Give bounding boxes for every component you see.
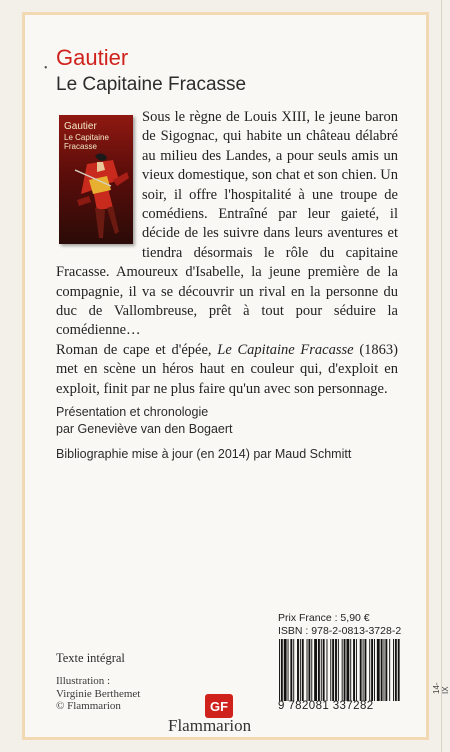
- thumbnail-author: Gautier: [64, 121, 97, 132]
- thumbnail-title-line1: Le Capitaine: [64, 133, 109, 142]
- barcode-bar: [330, 639, 331, 701]
- barcode-bar: [356, 639, 357, 701]
- illustration-label: Illustration :: [56, 675, 111, 687]
- integral-text-label: Texte intégral: [56, 651, 125, 665]
- barcode-bar: [389, 639, 390, 701]
- barcode-bar: [381, 639, 383, 701]
- barcode-bar: [307, 639, 308, 701]
- barcode-bar: [374, 639, 375, 701]
- barcode-bar: [353, 639, 355, 701]
- gf-logo-text: GF: [209, 699, 229, 714]
- barcode-bar: [284, 639, 287, 701]
- author-name: Gautier: [56, 45, 129, 70]
- barcode-bar: [338, 639, 339, 701]
- barcode-bar: [332, 639, 334, 701]
- paragraph2-start: Roman de cape et d'épée,: [56, 341, 218, 358]
- paragraph2-title-italic: Le Capitaine Fracasse: [217, 341, 354, 358]
- barcode-bar: [323, 639, 325, 701]
- copyright-line: © Flammarion: [56, 700, 121, 712]
- barcode-bar: [302, 639, 304, 701]
- book-title: Le Capitaine Fracasse: [56, 74, 247, 95]
- barcode-bar: [344, 639, 346, 701]
- paragraph2-end: (1863) met en scène un héros haut en couleur qui, d'exploit en exploit, finit par ne plus faire qu'un avec son personnage.: [56, 341, 398, 397]
- barcode-bar: [314, 639, 317, 701]
- description-paragraph-2: [56, 341, 398, 399]
- page-edge-line: [441, 0, 442, 752]
- barcode-bar: [369, 639, 370, 701]
- credits-block: [56, 404, 396, 463]
- presentation-credit-line1: Présentation et chronologie: [56, 405, 209, 419]
- bibliography-credit: Bibliographie mise à jour (en 2014) par Maud Schmitt: [56, 447, 352, 461]
- thumbnail-title-line2: Fracasse: [64, 142, 97, 151]
- barcode-bar: [308, 639, 310, 701]
- barcode-bar: [363, 639, 364, 701]
- barcode-bar: [318, 639, 320, 701]
- barcode-bar: [342, 639, 343, 701]
- barcode-bar: [297, 639, 299, 701]
- gf-logo-icon: [205, 694, 233, 718]
- price-block: [278, 612, 401, 638]
- barcode-bar: [365, 639, 367, 701]
- corner-mark: •: [44, 63, 48, 74]
- barcode-bar: [395, 639, 397, 701]
- barcode-icon: [278, 639, 400, 701]
- barcode-bar: [288, 639, 289, 701]
- barcode-bar: [393, 639, 394, 701]
- barcode-bar: [279, 639, 280, 701]
- barcode-bar: [385, 639, 387, 701]
- barcode-bar: [360, 639, 362, 701]
- barcode-bar: [346, 639, 349, 701]
- barcode-bar: [321, 639, 322, 701]
- presentation-credit-line2: par Geneviève van den Bogaert: [56, 422, 233, 436]
- price-label: Prix France : 5,90 €: [278, 612, 370, 624]
- barcode-bar: [293, 639, 294, 701]
- isbn-label: ISBN : 978-2-0813-3728-2: [278, 625, 402, 637]
- barcode-bar: [335, 639, 337, 701]
- barcode-bar: [371, 639, 373, 701]
- barcode-bar: [311, 639, 312, 701]
- barcode-bar: [290, 639, 292, 701]
- barcode-bar: [384, 639, 385, 701]
- thumbnail-spacer: [56, 108, 142, 248]
- barcode-bar: [398, 639, 400, 701]
- barcode-bar: [350, 639, 351, 701]
- book-description: [56, 108, 398, 399]
- barcode-bar: [377, 639, 380, 701]
- illustrator-name: Virginie Berthemet: [56, 687, 141, 700]
- barcode-bar: [281, 639, 283, 701]
- illustration-credit: [56, 675, 140, 713]
- barcode-bar: [300, 639, 301, 701]
- barcode-number: 9 782081 337282: [278, 700, 374, 712]
- description-paragraph-1: Sous le règne de Louis XIII, le jeune baron de Sigognac, qui habite un château délabré au milieu des Landes, a pour seuls amis un vieux domestique, son chat et son chien. Un soir, il offre l'hospitalité à une troupe de comédiens. Entraîné par leur gaieté, il décide de les suivre dans leurs aventures et tiendra désormais le rôle du capitaine Fracasse. Amoureux d'Isabelle, la jeune première de la compagnie, il va se découvrir un rival en la personne du duc de Vallombreuse, prêt à tout pour séduire la comédienne…: [56, 109, 398, 339]
- publisher-name: Flammarion: [168, 716, 252, 735]
- barcode-bar: [327, 639, 328, 701]
- spine-code: 14-IX: [432, 682, 450, 694]
